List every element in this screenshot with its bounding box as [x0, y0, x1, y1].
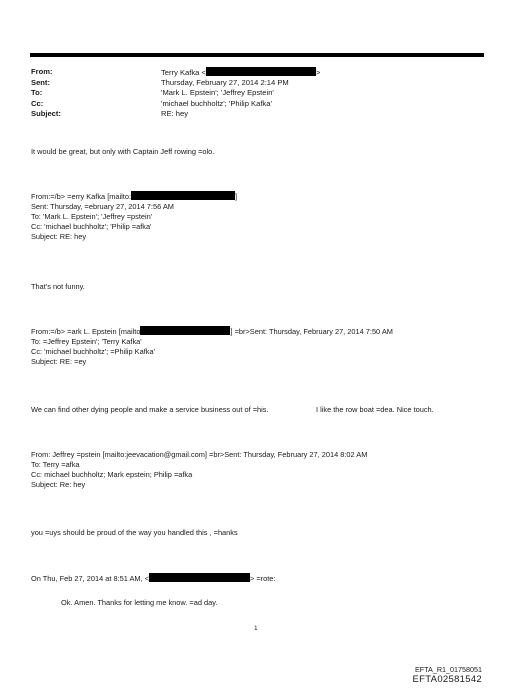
header-from-label: From: [31, 67, 53, 76]
quote-line-text: On Thu, Feb 27, 2014 at 8:51 AM, < [31, 574, 149, 583]
footer-ref-2: EFTA02581542 [412, 674, 482, 685]
header-from-end: > [315, 68, 321, 77]
redaction-box [140, 326, 230, 335]
msg2-sent: Sent: Thursday, =ebruary 27, 2014 7:56 AM [31, 202, 174, 211]
msg4-cc: Cc: michael buchholtz; Mark epstein; Philip =afka [31, 470, 193, 479]
redaction-box [206, 67, 316, 76]
header-to-label: To: [31, 88, 43, 97]
header-cc-row [31, 99, 491, 110]
redaction-box [131, 191, 238, 201]
msg4-subject: Subject: Re: hey [31, 480, 86, 489]
msg4-from: From: Jeffrey =pstein [mailto:jeevacation@gmail.com] =br>Sent: Thursday, February 27, 2014 8:02 AM [31, 450, 368, 459]
quote-line-end: > =rote: [250, 574, 276, 583]
msg4-to: To: Terry =afka [31, 460, 80, 469]
header-from-name: Terry Kafka < [161, 68, 206, 77]
header-rule [30, 53, 484, 57]
footer-ref-1: EFTA_R1_01758051 [415, 665, 482, 674]
quote-body: Ok. Amen. Thanks for letting me know. =ad day. [61, 598, 218, 607]
msg3-to: To: =Jeffrey Epstein'; 'Terry Kafka' [31, 337, 142, 346]
header-sent-row [31, 78, 491, 89]
msg3-from [31, 326, 393, 337]
msg3-from-end: ] =br>Sent: Thursday, February 27, 2014 7:50 AM [230, 327, 393, 336]
quoted-message-3 [31, 326, 393, 367]
header-to-value: 'Mark L. Epstein'; 'Jeffrey Epstein' [161, 88, 274, 97]
header-from-row [31, 67, 491, 78]
body-text-1: It would be great, but only with Captain Jeff rowing =olo. [31, 147, 215, 156]
msg2-subject: Subject: RE: hey [31, 232, 87, 241]
email-header [31, 67, 491, 120]
msg2-from-end: ] [235, 192, 238, 201]
body-text-2: That's not funny. [31, 282, 85, 291]
header-subject-row [31, 109, 491, 120]
header-subject-value: RE: hey [161, 109, 189, 118]
header-to-row [31, 88, 491, 99]
header-sent-label: Sent: [31, 77, 50, 87]
msg3-from-text: From:=/b> =ark L. Epstein [mailto [31, 327, 141, 336]
page-number: 1 [254, 625, 258, 632]
msg2-to: To: 'Mark L. Epstein'; 'Jeffrey =pstein' [31, 212, 153, 221]
body-text-3b: I like the row boat =dea. Nice touch. [316, 405, 434, 414]
quoted-message-4 [31, 450, 367, 490]
header-cc-value: 'michael buchholtz'; 'Philip Kafka' [161, 98, 272, 108]
msg2-cc: Cc: 'michael buchholtz'; 'Philip =afka' [31, 222, 152, 231]
msg2-from-text: From:=/b> =erry Kafka [mailto: [31, 192, 132, 201]
header-sent-value: Thursday, February 27, 2014 2:14 PM [161, 77, 289, 87]
body-text-4: you =uys should be proud of the way you handled this , =hanks [31, 528, 238, 537]
redaction-box [149, 573, 250, 582]
header-cc-label: Cc: [31, 98, 44, 108]
quoted-message-2 [31, 191, 237, 242]
header-from-value [161, 67, 320, 78]
msg3-subject: Subject: RE: =ey [31, 357, 87, 366]
msg2-from [31, 191, 237, 202]
msg3-cc: Cc: 'michael buchholtz'; =Philip Kafka' [31, 347, 155, 356]
header-subject-label: Subject: [31, 109, 61, 118]
body-text-3a: We can find other dying people and make a service business out of =his. [31, 405, 269, 414]
quote-line [31, 573, 275, 584]
